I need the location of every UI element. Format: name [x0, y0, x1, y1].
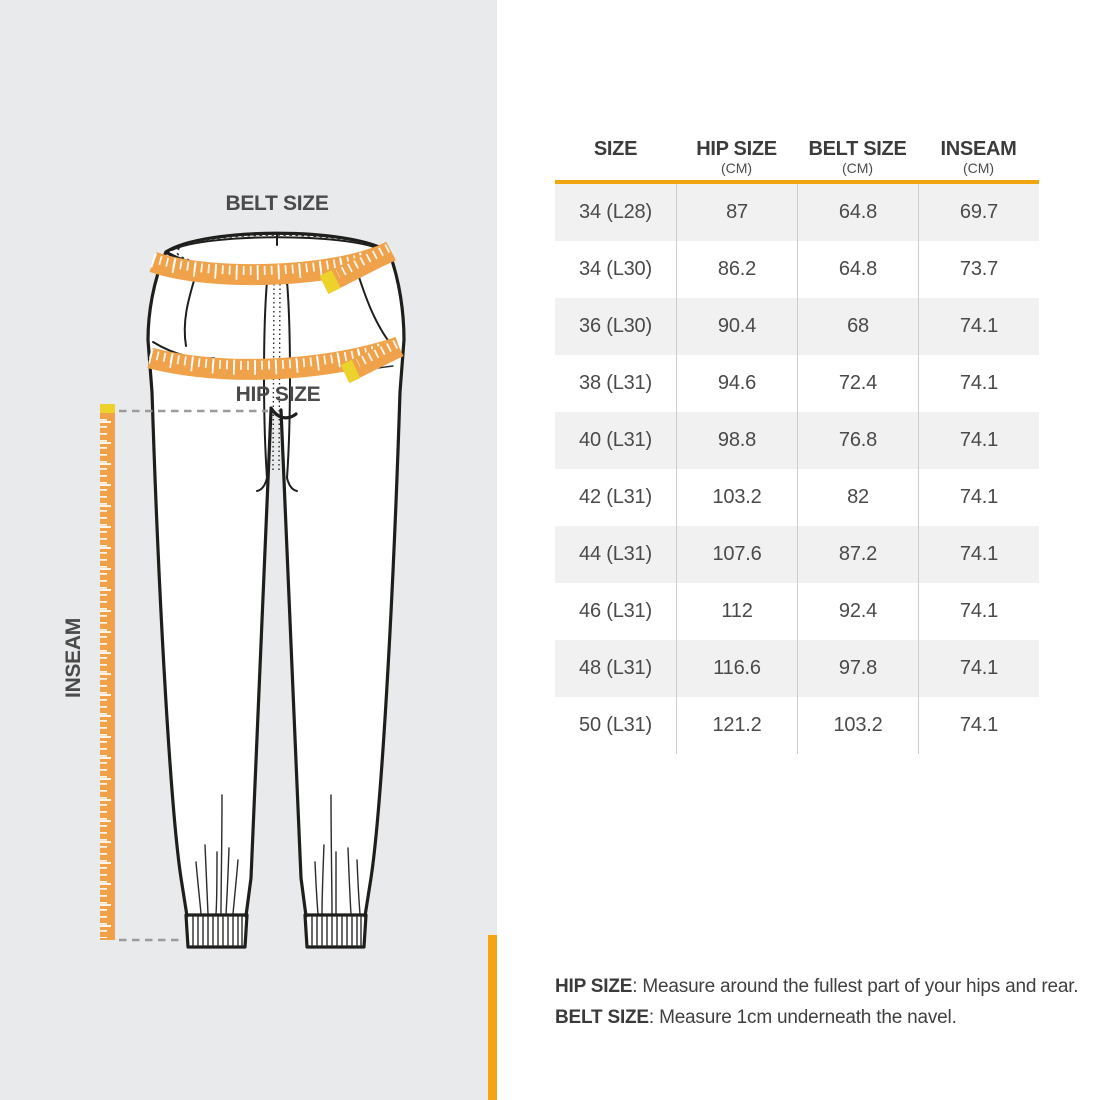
- column-title: HIP SIZE: [696, 138, 777, 160]
- hip-size-label: HIP SIZE: [235, 383, 321, 406]
- table-cell: 107.6: [676, 526, 797, 583]
- belt-size-note: [555, 1002, 1085, 1033]
- table-cell: 38 (L31): [579, 372, 652, 394]
- column-unit: (CM): [962, 160, 995, 176]
- table-cell: 74.1: [918, 412, 1039, 469]
- table-cell: 42 (L31): [579, 486, 652, 508]
- inseam-label: INSEAM: [62, 618, 85, 698]
- table-cell: 64.8: [797, 184, 918, 241]
- table-cell: 64.8: [797, 241, 918, 298]
- table-cell: 87: [676, 184, 797, 241]
- table-row: [555, 469, 1039, 526]
- diagram-panel: [0, 0, 497, 1100]
- table-cell: 90.4: [676, 298, 797, 355]
- table-row: [555, 184, 1039, 241]
- column-title: INSEAM: [940, 138, 1017, 160]
- column-header-inseam: [918, 130, 1039, 180]
- table-cell: 72.4: [797, 355, 918, 412]
- table-row: [555, 526, 1039, 583]
- column-header-hip: [676, 130, 797, 180]
- table-cell: 76.8: [797, 412, 918, 469]
- table-cell: 74.1: [918, 469, 1039, 526]
- table-cell: 74.1: [918, 697, 1039, 754]
- table-header-row: [555, 130, 1039, 180]
- column-unit: (CM): [841, 160, 874, 176]
- table-row: [555, 241, 1039, 298]
- belt-size-label: BELT SIZE: [225, 192, 329, 215]
- table-cell: 87.2: [797, 526, 918, 583]
- table-row: [555, 640, 1039, 697]
- table-cell: 116.6: [676, 640, 797, 697]
- table-body: [555, 184, 1039, 754]
- pants-diagram: [0, 0, 497, 1100]
- inseam-ruler: [100, 404, 115, 940]
- table-cell: 74.1: [918, 640, 1039, 697]
- table-cell: 40 (L31): [579, 429, 652, 451]
- hip-size-note-label: HIP SIZE: [555, 976, 633, 997]
- table-cell: 46 (L31): [579, 600, 652, 622]
- table-cell: 97.8: [797, 640, 918, 697]
- table-cell: 121.2: [676, 697, 797, 754]
- table-cell: 86.2: [676, 241, 797, 298]
- table-cell: 68: [797, 298, 918, 355]
- table-cell: 74.1: [918, 355, 1039, 412]
- table-cell: 36 (L30): [579, 315, 652, 337]
- belt-size-note-label: BELT SIZE: [555, 1007, 649, 1028]
- table-row: [555, 298, 1039, 355]
- table-row: [555, 355, 1039, 412]
- table-cell: 103.2: [797, 697, 918, 754]
- table-cell: 69.7: [918, 184, 1039, 241]
- table-cell: 103.2: [676, 469, 797, 526]
- table-cell: 48 (L31): [579, 657, 652, 679]
- table-cell: 112: [676, 583, 797, 640]
- table-cell: 73.7: [918, 241, 1039, 298]
- table-row: [555, 583, 1039, 640]
- table-cell: 82: [797, 469, 918, 526]
- table-row: [555, 697, 1039, 754]
- hip-size-note: [555, 971, 1085, 1002]
- table-cell: 94.6: [676, 355, 797, 412]
- table-cell: 34 (L28): [579, 201, 652, 223]
- hip-size-note-text: : Measure around the fullest part of your hips and rear.: [632, 976, 1079, 997]
- table-cell: 74.1: [918, 583, 1039, 640]
- pants-silhouette: [148, 233, 404, 947]
- column-title: SIZE: [593, 138, 638, 160]
- table-row: [555, 412, 1039, 469]
- size-table: [555, 130, 1039, 754]
- measurement-notes: [555, 971, 1085, 1033]
- table-cell: 74.1: [918, 526, 1039, 583]
- column-header-size: [555, 130, 676, 180]
- table-cell: 74.1: [918, 298, 1039, 355]
- table-cell: 98.8: [676, 412, 797, 469]
- column-title: BELT SIZE: [808, 138, 907, 160]
- table-cell: 44 (L31): [579, 543, 652, 565]
- table-cell: 34 (L30): [579, 258, 652, 280]
- column-header-belt: [797, 130, 918, 180]
- table-cell: 92.4: [797, 583, 918, 640]
- column-unit: (CM): [720, 160, 753, 176]
- accent-bar: [488, 935, 497, 1100]
- belt-size-note-text: : Measure 1cm underneath the navel.: [648, 1007, 957, 1028]
- table-cell: 50 (L31): [579, 714, 652, 736]
